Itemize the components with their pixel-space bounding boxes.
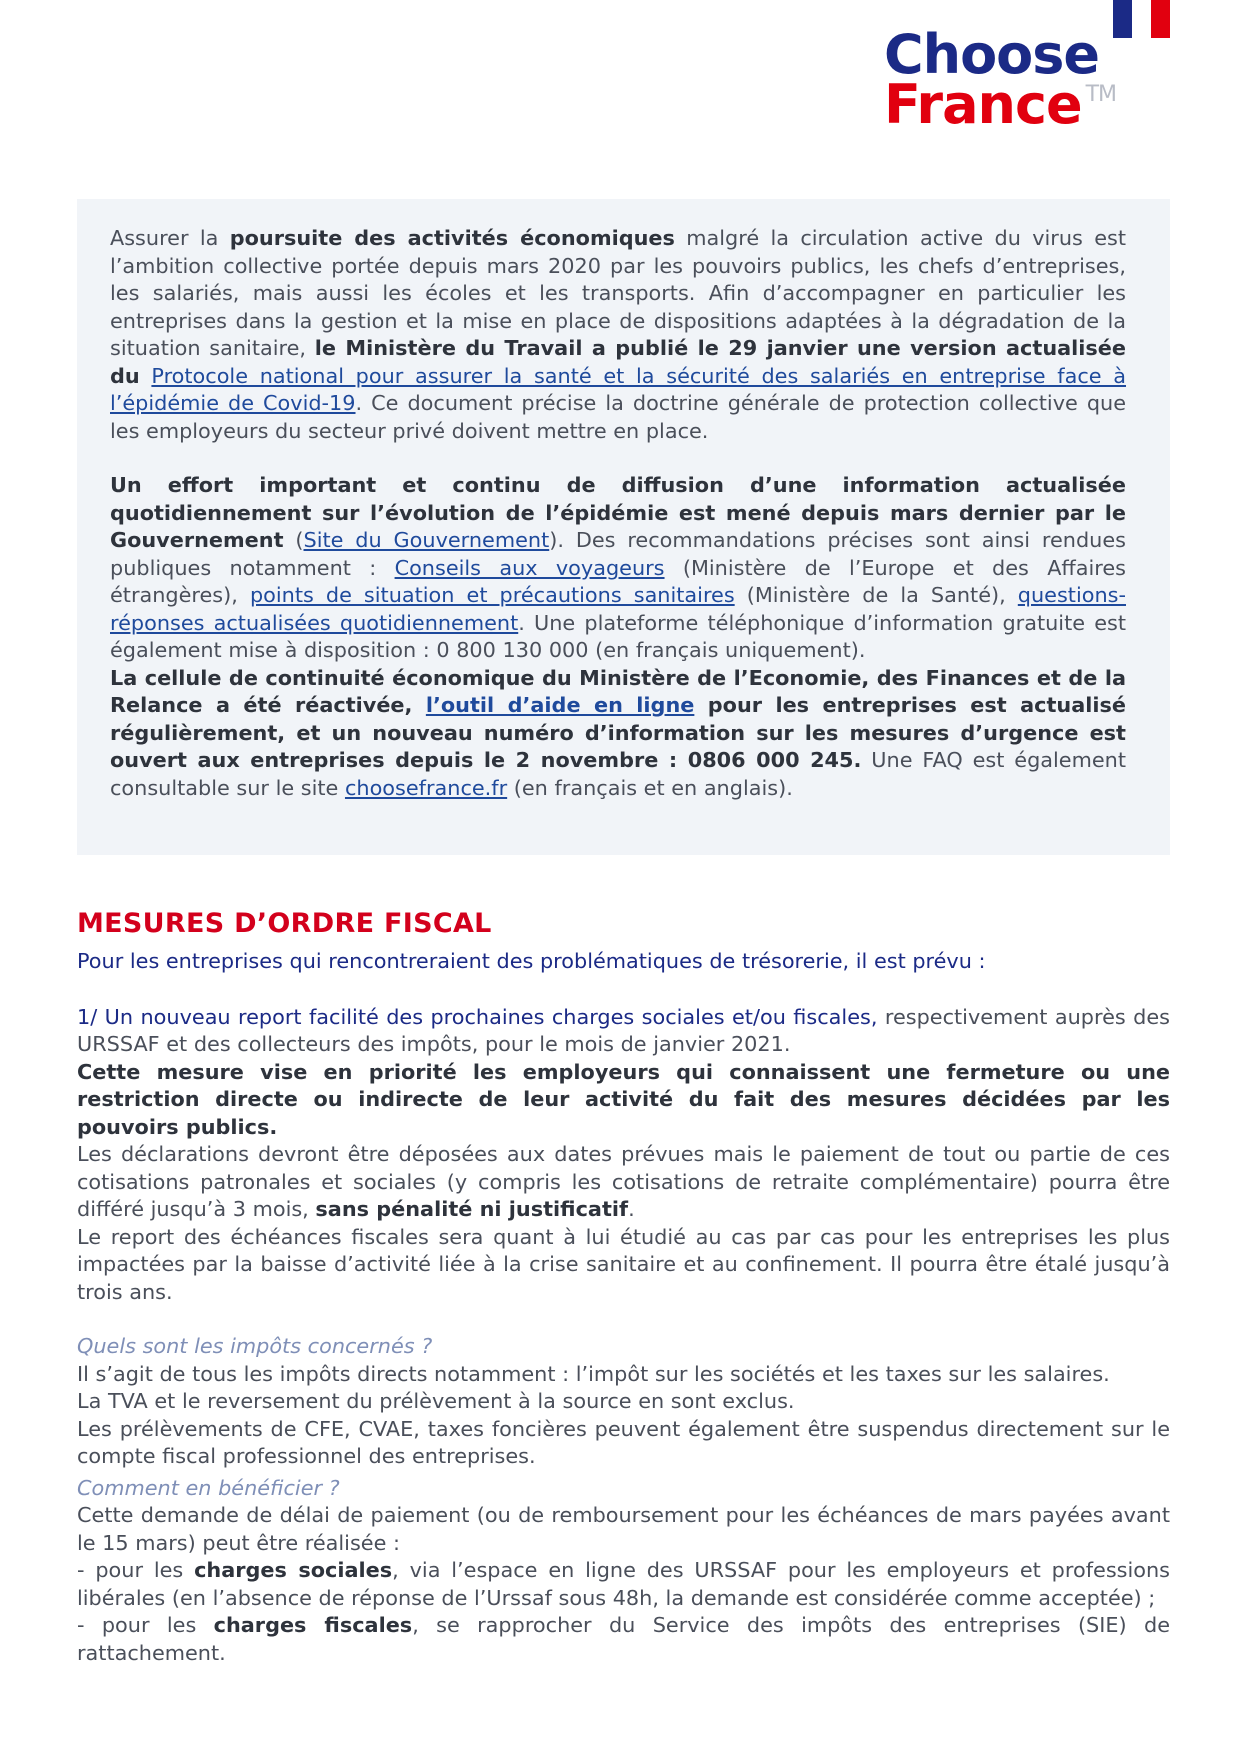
section-title: MESURES D’ORDRE FISCAL — [77, 908, 492, 939]
bold-text: charges sociales — [194, 1558, 393, 1582]
text-segment: malgré la circulation active du virus est l’ambition collective portée depuis mars 2020 par les pouvoirs publics, les chefs d’entreprises, les salariés, mais aussi les écoles et les transports. Afin d’accompagner en particulier les entreprises dans la gestion et la mise en place de dispositions adaptées à la dégradation de la situation sanitaire, — [110, 226, 1126, 360]
question-how-to-benefit: Comment en bénéficier ? — [77, 1475, 340, 1500]
flag-white-stripe — [1132, 0, 1151, 38]
text-segment: . Ce document précise la doctrine générale de protection collective que les employeurs du secteur privé doivent mettre en place. — [110, 391, 1126, 443]
question-taxes-concerned: Quels sont les impôts concernés ? — [77, 1334, 433, 1358]
bold-text: poursuite des activités économiques — [229, 226, 675, 250]
intro-paragraph-information — [110, 472, 1126, 665]
text-segment: Assurer la — [110, 226, 230, 250]
text-segment: (Ministère de la Santé), — [734, 583, 1018, 607]
text-segment: , se rapprocher du Service des impôts des entreprises (SIE) de rattachement. — [77, 1613, 1170, 1665]
answer-social-charges — [77, 1557, 1170, 1612]
highlighted-text: 1/ Un nouveau report facilité des prochaines charges sociales et/ou fiscales, — [77, 1004, 878, 1029]
french-flag-icon — [1113, 0, 1170, 38]
answer-taxes-line-2: La TVA et le reversement du prélèvement à la source en sont exclus. — [77, 1389, 795, 1413]
declarations-text — [77, 1141, 1170, 1224]
bold-text: pour les entreprises est actualisé régulièrement, et un nouveau numéro d’information sur les mesures d’urgence est ouvert aux entreprises depuis le 2 novembre : 0806 000 245. — [110, 693, 1126, 772]
intro-paragraph-continuity-cell — [110, 665, 1126, 803]
inline-link[interactable]: Conseils aux voyageurs — [394, 555, 665, 580]
logo-france-text — [884, 73, 1117, 136]
logo-france-word: France — [884, 73, 1082, 136]
priority-statement-text: Cette mesure vise en priorité les employeurs qui connaissent une fermeture ou une restriction directe ou indirecte de leur activité du fait des mesures décidées par les pouvoirs publics. — [77, 1059, 1170, 1139]
bold-text: charges fiscales — [213, 1613, 413, 1637]
flag-red-stripe — [1151, 0, 1170, 38]
inline-link[interactable]: choosefrance.fr — [344, 775, 508, 800]
bold-text: sans pénalité ni justificatif — [315, 1197, 629, 1221]
answer-fiscal-charges — [77, 1612, 1170, 1667]
text-segment — [140, 364, 152, 388]
text-segment: Une FAQ est également consultable sur le site — [110, 748, 1126, 800]
flag-blue-stripe — [1113, 0, 1132, 38]
fiscal-measures-section — [77, 907, 1170, 1667]
bold-text: La cellule de continuité économique du Ministère de l’Economie, des Finances et de la Relance a été réactivée, — [110, 665, 1126, 717]
text-segment: - pour les — [77, 1558, 195, 1582]
text-segment: . — [628, 1197, 635, 1221]
intro-box — [77, 199, 1170, 855]
answer-taxes-line-3: Les prélèvements de CFE, CVAE, taxes foncières peuvent également être suspendus directement sur le compte fiscal professionnel des entreprises. — [77, 1416, 1170, 1468]
text-segment: (en français et en anglais). — [507, 775, 793, 800]
text-segment: . Une plateforme téléphonique d’information gratuite est également mise à disposition : 0 800 130 000 (en français uniquement). — [110, 610, 1126, 662]
measure-intro — [77, 1004, 1170, 1059]
bold-text: le Ministère du Travail a publié le 29 janvier une version actualisée du — [110, 336, 1126, 388]
section-lead: Pour les entreprises qui rencontreraient des problématiques de trésorerie, il est prévu : — [77, 949, 986, 973]
bold-text: Un effort important et continu de diffusion d’une information actualisée quotidiennement sur l’évolution de l’épidémie est mené depuis mars dernier par le Gouvernement — [110, 473, 1126, 552]
priority-statement — [77, 1059, 1170, 1142]
inline-link[interactable]: Site du Gouvernement — [303, 528, 550, 552]
text-segment: ( — [283, 528, 304, 552]
logo-choose-text: Choose — [884, 23, 1100, 86]
inline-link[interactable]: l’outil d’aide en ligne — [425, 693, 695, 717]
report-text: Le report des échéances fiscales sera quant à lui étudié au cas par cas pour les entreprises les plus impactées par la baisse d’activité liée à la crise sanitaire et au confinement. Il pourra être étalé jusqu’à trois ans. — [77, 1224, 1170, 1304]
text-segment: Les déclarations devront être déposées aux dates prévues mais le paiement de tout ou partie de ces cotisations patronales et sociales (y compris les cotisations de retraite complémentaire) pourra être différé jusqu’à 3 mois, — [77, 1142, 1170, 1221]
logo-trademark: TM — [1085, 82, 1117, 107]
inline-link[interactable]: Protocole national pour assurer la santé et la sécurité des salariés en entreprise face à l’épidémie de Covid-19 — [110, 363, 1126, 415]
intro-paragraph-activities — [110, 225, 1126, 445]
inline-link[interactable]: questions-réponses actualisées quotidiennement — [110, 583, 1126, 635]
text-segment: (Ministère de l’Europe et des Affaires étrangères), — [110, 555, 1126, 607]
text-segment: ). Des recommandations précises sont ainsi rendues publiques notamment : — [110, 528, 1126, 580]
answer-taxes-line-1: Il s’agit de tous les impôts directs notamment : l’impôt sur les sociétés et les taxes sur les salaires. — [77, 1361, 1110, 1386]
choose-france-logo — [884, 23, 1117, 136]
answer-how-intro: Cette demande de délai de paiement (ou de remboursement pour les échéances de mars payées avant le 15 mars) peut être réalisée : — [77, 1503, 1170, 1555]
text-segment: , via l’espace en ligne des URSSAF pour les employeurs et professions libérales (en l’absence de réponse de l’Urssaf sous 48h, la demande est considérée comme acceptée) ; — [77, 1558, 1171, 1610]
text-segment: - pour les — [77, 1613, 214, 1637]
text-segment: respectivement auprès des URSSAF et des collecteurs des impôts, pour le mois de janvier 2021. — [77, 1004, 1170, 1056]
inline-link[interactable]: points de situation et précautions sanitaires — [249, 583, 735, 607]
